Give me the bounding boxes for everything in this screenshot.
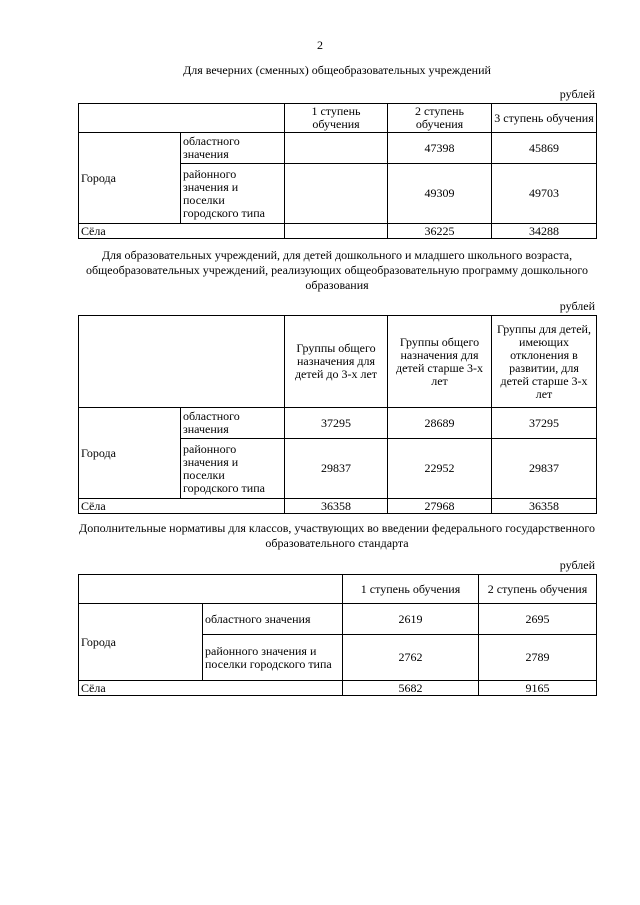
value-cell: 2619 <box>343 604 479 635</box>
column-header: 2 ступень обучения <box>388 104 492 133</box>
column-header: 1 ступень обучения <box>285 104 388 133</box>
table-header-row <box>79 104 597 133</box>
header-corner <box>79 104 285 133</box>
value-cell: 49309 <box>388 164 492 224</box>
row-label: областного значения <box>181 133 285 164</box>
value-cell: 36225 <box>388 224 492 239</box>
table-row <box>79 224 597 239</box>
table-header-row <box>79 316 597 408</box>
value-cell <box>285 133 388 164</box>
value-cell: 47398 <box>388 133 492 164</box>
village-label: Сёла <box>79 681 343 696</box>
table-row <box>79 499 597 514</box>
value-cell: 37295 <box>285 408 388 439</box>
column-header: 3 ступень обучения <box>492 104 597 133</box>
value-cell: 29837 <box>285 439 388 499</box>
table-row <box>79 408 597 439</box>
value-cell: 2789 <box>479 635 597 681</box>
row-label: районного значения и поселки городского типа <box>181 164 285 224</box>
row-group-label: Города <box>79 604 203 681</box>
column-header: 2 ступень обучения <box>479 575 597 604</box>
value-cell: 22952 <box>388 439 492 499</box>
value-cell <box>285 164 388 224</box>
value-cell: 28689 <box>388 408 492 439</box>
column-header: Группы для детей, имеющих отклонения в развитии, для детей старше 3-х лет <box>492 316 597 408</box>
row-label: районного значения и поселки городского типа <box>203 635 343 681</box>
value-cell: 2762 <box>343 635 479 681</box>
value-cell: 27968 <box>388 499 492 514</box>
row-label: областного значения <box>181 408 285 439</box>
row-group-label: Города <box>79 133 181 224</box>
value-cell: 37295 <box>492 408 597 439</box>
value-cell: 9165 <box>479 681 597 696</box>
row-label: районного значения и поселки городского типа <box>181 439 285 499</box>
village-label: Сёла <box>79 224 285 239</box>
section-2-heading: Для образовательных учреждений, для детей дошкольного и младшего школьного возраста, общеобразовательных учреждений, реализующих общеобразовательную программу дошкольного образования <box>85 248 589 292</box>
value-cell: 49703 <box>492 164 597 224</box>
value-cell: 34288 <box>492 224 597 239</box>
section-1-table <box>78 103 597 239</box>
page-number: 2 <box>317 38 323 52</box>
section-3-table <box>78 574 597 696</box>
column-header: Группы общего назначения для детей до 3-х лет <box>285 316 388 408</box>
table-row <box>79 681 597 696</box>
value-cell: 5682 <box>343 681 479 696</box>
value-cell: 36358 <box>285 499 388 514</box>
header-corner <box>79 575 343 604</box>
value-cell: 45869 <box>492 133 597 164</box>
row-group-label: Города <box>79 408 181 499</box>
column-header: 1 ступень обучения <box>343 575 479 604</box>
section-3-unit: рублей <box>559 558 595 572</box>
table-row <box>79 133 597 164</box>
value-cell: 2695 <box>479 604 597 635</box>
village-label: Сёла <box>79 499 285 514</box>
section-2-unit: рублей <box>559 299 595 313</box>
value-cell <box>285 224 388 239</box>
table-header-row <box>79 575 597 604</box>
row-label: областного значения <box>203 604 343 635</box>
table-row <box>79 604 597 635</box>
header-corner <box>79 316 285 408</box>
section-1-heading: Для вечерних (сменных) общеобразовательных учреждений <box>183 63 491 77</box>
value-cell: 29837 <box>492 439 597 499</box>
column-header: Группы общего назначения для детей старше 3-х лет <box>388 316 492 408</box>
section-2-table <box>78 315 597 514</box>
section-3-heading: Дополнительные нормативы для классов, участвующих во введении федерального государственного образовательного стандарта <box>79 521 595 550</box>
value-cell: 36358 <box>492 499 597 514</box>
section-1-unit: рублей <box>559 87 595 101</box>
